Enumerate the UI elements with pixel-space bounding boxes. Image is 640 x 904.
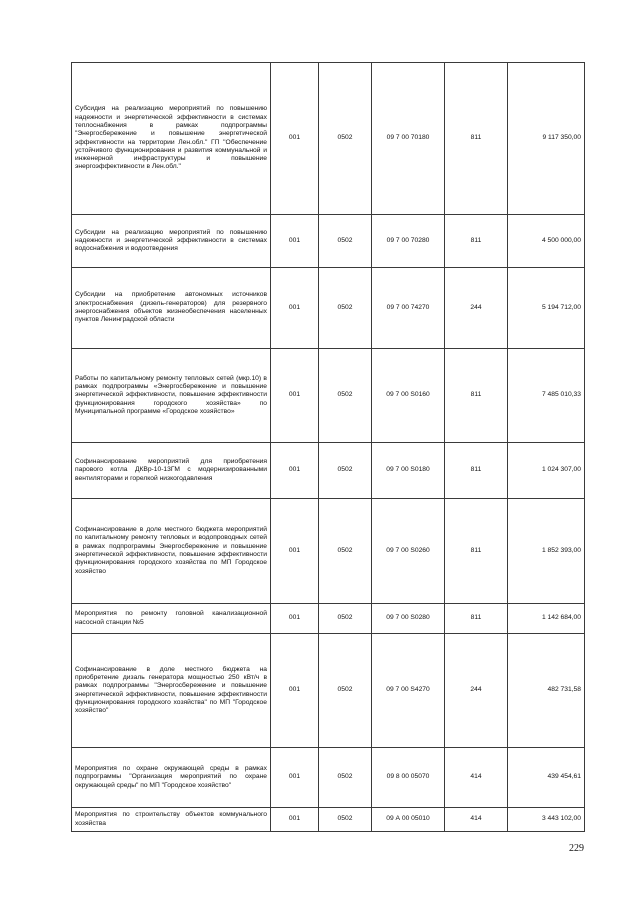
target-article-code: 09 7 00 S4270 <box>372 634 445 748</box>
section-code: 0502 <box>319 443 372 499</box>
expense-type-code: 811 <box>445 499 508 604</box>
row-description: Софинансирование в доле местного бюджета мероприятий по капитальному ремонту тепловых и водопроводных сетей в рамках подпрограммы Энергосбережение и повышение энергетической эффективности, повышение эффективности функционирования городского хозяйства по МП Городское хозяйство <box>72 499 271 604</box>
ministry-code: 001 <box>271 349 319 443</box>
expense-type-code: 414 <box>445 808 508 832</box>
table-row <box>72 63 585 215</box>
amount: 4 500 000,00 <box>508 215 585 268</box>
section-code: 0502 <box>319 604 372 634</box>
row-description: Работы по капитальному ремонту тепловых сетей (мкр.10) в рамках подпрограммы «Энергосбережение и повышение энергетической эффективности, повышение эффективности функционирования городского хозяйства» по Муниципальной программе «Городское хозяйство» <box>72 349 271 443</box>
ministry-code: 001 <box>271 808 319 832</box>
table-row <box>72 808 585 832</box>
section-code: 0502 <box>319 499 372 604</box>
amount: 1 024 307,00 <box>508 443 585 499</box>
ministry-code: 001 <box>271 63 319 215</box>
row-description: Софинансирование в доле местного бюджета на приобретение дизаль генератора мощностью 250 кВт/ч в рамках подпрограммы "Энергосбережение и повышение энергетической эффективности, повышение эффективности функционирования городского хозяйства" по МП "Городское хозяйство" <box>72 634 271 748</box>
target-article-code: 09 7 00 70280 <box>372 215 445 268</box>
section-code: 0502 <box>319 808 372 832</box>
ministry-code: 001 <box>271 604 319 634</box>
table-row <box>72 748 585 808</box>
row-description: Мероприятия по строительству объектов коммунального хозяйства <box>72 808 271 832</box>
expense-type-code: 811 <box>445 349 508 443</box>
page-number: 229 <box>569 843 584 854</box>
amount: 482 731,58 <box>508 634 585 748</box>
ministry-code: 001 <box>271 443 319 499</box>
row-description: Мероприятия по охране окружающей среды в рамках подпрограммы "Организация мероприятий по охране окружающей среды" по МП "Городское хозяйство" <box>72 748 271 808</box>
target-article-code: 09 7 00 S0280 <box>372 604 445 634</box>
section-code: 0502 <box>319 748 372 808</box>
ministry-code: 001 <box>271 215 319 268</box>
expense-type-code: 811 <box>445 215 508 268</box>
target-article-code: 09 7 00 S0260 <box>372 499 445 604</box>
section-code: 0502 <box>319 634 372 748</box>
amount: 9 117 350,00 <box>508 63 585 215</box>
target-article-code: 09 А 00 05010 <box>372 808 445 832</box>
ministry-code: 001 <box>271 499 319 604</box>
row-description: Субсидия на реализацию мероприятий по повышению надежности и энергетической эффективности в системах теплоснабжения в рамках подпрограммы "Энергосбережение и повышение энергетической эффективности на территории Лен.обл." ГП "Обеспечение устойчивого функционирования и развития коммунальной и инженерной инфраструктуры и повышение энергоэффективности в Лен.обл." <box>72 63 271 215</box>
expense-type-code: 244 <box>445 634 508 748</box>
target-article-code: 09 7 00 70180 <box>372 63 445 215</box>
target-article-code: 09 7 00 S0180 <box>372 443 445 499</box>
target-article-code: 09 7 00 S0160 <box>372 349 445 443</box>
amount: 439 454,61 <box>508 748 585 808</box>
table-row <box>72 349 585 443</box>
table-row <box>72 604 585 634</box>
ministry-code: 001 <box>271 268 319 349</box>
amount: 1 852 393,00 <box>508 499 585 604</box>
amount: 5 194 712,00 <box>508 268 585 349</box>
section-code: 0502 <box>319 268 372 349</box>
row-description: Субсидии на реализацию мероприятий по повышению надежности и энергетической эффективности в системах водоснабжения и водоотведения <box>72 215 271 268</box>
expense-type-code: 811 <box>445 604 508 634</box>
table-row <box>72 499 585 604</box>
section-code: 0502 <box>319 349 372 443</box>
row-description: Субсидии на приобретение автономных источников электроснабжения (дизель-генераторов) для резервного энергоснабжения объектов жизнеобеспечения населенных пунктов Ленинградской области <box>72 268 271 349</box>
ministry-code: 001 <box>271 634 319 748</box>
table-row <box>72 634 585 748</box>
section-code: 0502 <box>319 63 372 215</box>
ministry-code: 001 <box>271 748 319 808</box>
expense-type-code: 811 <box>445 443 508 499</box>
amount: 3 443 102,00 <box>508 808 585 832</box>
table-row <box>72 268 585 349</box>
row-description: Мероприятия по ремонту головной канализационной насосной станции №5 <box>72 604 271 634</box>
table-row <box>72 215 585 268</box>
amount: 7 485 010,33 <box>508 349 585 443</box>
budget-table <box>71 62 585 832</box>
row-description: Софинансирование мероприятий для приобретения парового котла ДКВр-10-13ГМ с модернизированными вентиляторами и горелкой низкогодавления <box>72 443 271 499</box>
expense-type-code: 414 <box>445 748 508 808</box>
section-code: 0502 <box>319 215 372 268</box>
expense-type-code: 811 <box>445 63 508 215</box>
target-article-code: 09 8 00 05070 <box>372 748 445 808</box>
table-row <box>72 443 585 499</box>
expense-type-code: 244 <box>445 268 508 349</box>
amount: 1 142 684,00 <box>508 604 585 634</box>
target-article-code: 09 7 00 74270 <box>372 268 445 349</box>
